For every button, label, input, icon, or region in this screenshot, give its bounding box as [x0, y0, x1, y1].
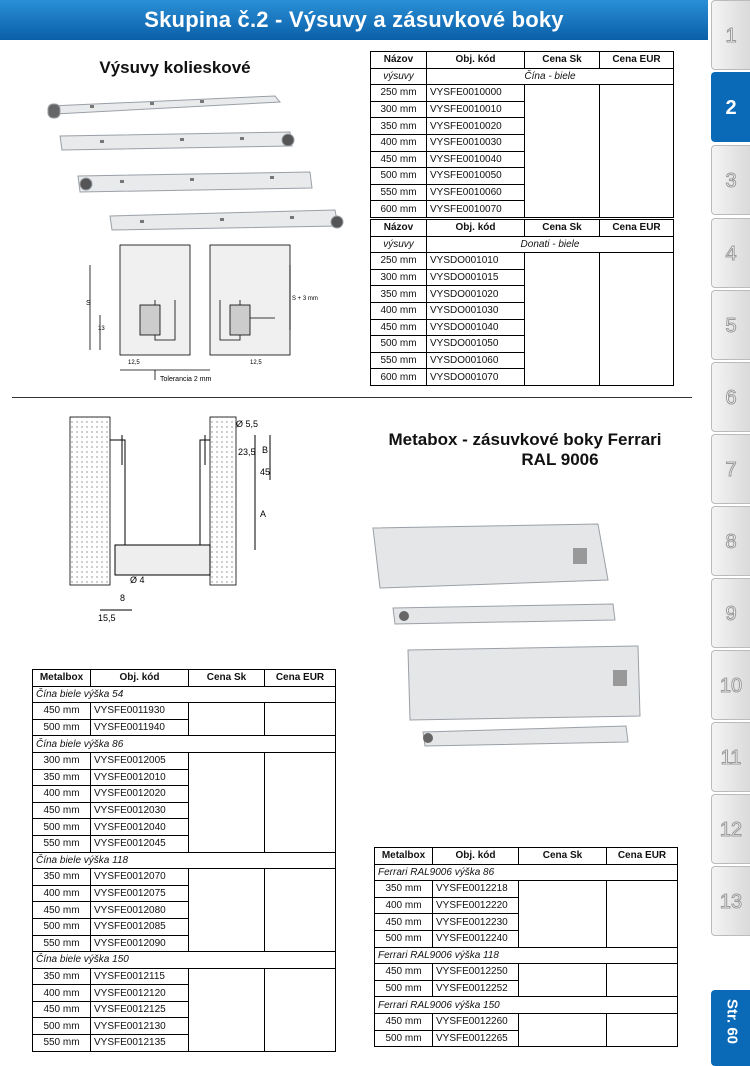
- col-sk: Cena Sk: [525, 220, 600, 237]
- code-cell: VYSFE0012250: [433, 964, 519, 981]
- tab-6[interactable]: 6: [711, 362, 750, 432]
- group-name: Čína biele výška 150: [33, 952, 336, 969]
- code-cell: VYSFE0012020: [91, 786, 189, 803]
- metabox-title-line1: Metabox - zásuvkové boky Ferrari: [388, 430, 662, 449]
- size-cell: 300 mm: [371, 269, 427, 286]
- price-sk-cell: [525, 253, 600, 386]
- price-eur-cell: [600, 253, 674, 386]
- table-row: [371, 85, 674, 102]
- size-cell: 450 mm: [33, 703, 91, 720]
- code-cell: VYSDO001030: [427, 302, 525, 319]
- size-cell: 500 mm: [375, 980, 433, 997]
- group-header-row: [375, 997, 678, 1014]
- price-eur-cell: [265, 869, 336, 952]
- page-number-label: Str. 60: [723, 998, 741, 1045]
- col-kod: Obj. kód: [427, 52, 525, 69]
- size-cell: 450 mm: [375, 914, 433, 931]
- size-cell: 500 mm: [33, 918, 91, 935]
- table-donati-slides: [370, 219, 674, 386]
- tab-10[interactable]: 10: [711, 650, 750, 720]
- code-cell: VYSFE0010030: [427, 134, 525, 151]
- group-header-row: [375, 947, 678, 964]
- code-cell: VYSFE0012252: [433, 980, 519, 997]
- group-header-row: [33, 952, 336, 969]
- code-cell: VYSFE0012130: [91, 1018, 189, 1035]
- dim-dia-4: Ø 4: [130, 575, 145, 585]
- code-cell: VYSFE0010040: [427, 151, 525, 168]
- code-cell: VYSDO001070: [427, 369, 525, 386]
- code-cell: VYSFE0012260: [433, 1013, 519, 1030]
- size-cell: 350 mm: [33, 968, 91, 985]
- size-cell: 350 mm: [33, 869, 91, 886]
- code-cell: VYSFE0012218: [433, 881, 519, 898]
- group-header-row: [33, 736, 336, 753]
- price-eur-cell: [600, 85, 674, 218]
- size-cell: 350 mm: [375, 881, 433, 898]
- price-eur-cell: [265, 752, 336, 852]
- code-cell: VYSFE0012220: [433, 897, 519, 914]
- code-cell: VYSFE0012125: [91, 1001, 189, 1018]
- code-cell: VYSFE0012240: [433, 930, 519, 947]
- size-cell: 600 mm: [371, 201, 427, 218]
- size-cell: 250 mm: [371, 253, 427, 270]
- price-sk-cell: [519, 881, 607, 947]
- group-name: Čína biele výška 86: [33, 736, 336, 753]
- code-cell: VYSFE0012070: [91, 869, 189, 886]
- code-cell: VYSDO001060: [427, 352, 525, 369]
- group-name: Ferrari RAL9006 výška 150: [375, 997, 678, 1014]
- price-sk-cell: [189, 869, 265, 952]
- tab-3[interactable]: 3: [711, 145, 750, 215]
- table-row: [375, 964, 678, 981]
- size-cell: 550 mm: [371, 352, 427, 369]
- size-cell: 550 mm: [33, 835, 91, 852]
- table-metalbox-ferrari: [374, 847, 678, 1047]
- table-subheader-row: [371, 68, 674, 85]
- price-eur-cell: [265, 968, 336, 1051]
- size-cell: 500 mm: [33, 819, 91, 836]
- table-row: [33, 869, 336, 886]
- group-name: Ferrari RAL9006 výška 86: [375, 864, 678, 881]
- code-cell: VYSFE0012005: [91, 752, 189, 769]
- tolerance-label: Tolerancia 2 mm: [160, 376, 212, 383]
- dim-8: 8: [120, 593, 126, 603]
- col-metalbox: Metalbox: [33, 670, 91, 687]
- code-cell: VYSFE0010000: [427, 85, 525, 102]
- col-eur: Cena EUR: [600, 52, 674, 69]
- size-cell: 400 mm: [371, 134, 427, 151]
- size-cell: 450 mm: [33, 802, 91, 819]
- code-cell: VYSFE0012230: [433, 914, 519, 931]
- page-header: Skupina č.2 - Výsuvy a zásuvkové boky: [0, 0, 708, 40]
- price-eur-cell: [607, 964, 678, 997]
- code-cell: VYSFE0012135: [91, 1035, 189, 1052]
- price-sk-cell: [189, 752, 265, 852]
- dim-12-5-right: 12,5: [250, 360, 262, 366]
- table-metalbox-china: [32, 669, 336, 1052]
- price-eur-cell: [607, 1013, 678, 1046]
- table-row: [375, 881, 678, 898]
- tab-9[interactable]: 9: [711, 578, 750, 648]
- slide-rails-illustration: [40, 88, 360, 238]
- code-cell: VYSDO001015: [427, 269, 525, 286]
- price-sk-cell: [189, 968, 265, 1051]
- col-eur: Cena EUR: [265, 670, 336, 687]
- group-header-row: [33, 686, 336, 703]
- size-cell: 350 mm: [371, 118, 427, 135]
- slide-technical-drawing: [80, 240, 360, 385]
- size-cell: 450 mm: [371, 151, 427, 168]
- size-cell: 300 mm: [33, 752, 91, 769]
- size-cell: 450 mm: [33, 902, 91, 919]
- tab-11[interactable]: 11: [711, 722, 750, 792]
- tab-7[interactable]: 7: [711, 434, 750, 504]
- size-cell: 450 mm: [375, 964, 433, 981]
- subheader-type: výsuvy: [371, 68, 427, 85]
- table-row: [33, 703, 336, 720]
- code-cell: VYSFE0010010: [427, 101, 525, 118]
- code-cell: VYSFE0012030: [91, 802, 189, 819]
- col-eur: Cena EUR: [600, 220, 674, 237]
- dim-13: 13: [98, 326, 105, 332]
- code-cell: VYSFE0012265: [433, 1030, 519, 1047]
- metabox-technical-drawing: [60, 405, 290, 625]
- size-cell: 500 mm: [33, 719, 91, 736]
- size-cell: 350 mm: [371, 286, 427, 303]
- code-cell: VYSFE0012115: [91, 968, 189, 985]
- size-cell: 400 mm: [371, 302, 427, 319]
- tab-5[interactable]: 5: [711, 290, 750, 360]
- size-cell: 600 mm: [371, 369, 427, 386]
- size-cell: 400 mm: [375, 897, 433, 914]
- group-name: Ferrari RAL9006 výška 118: [375, 947, 678, 964]
- size-cell: 550 mm: [33, 935, 91, 952]
- col-kod: Obj. kód: [433, 848, 519, 865]
- group-name: Čína biele výška 118: [33, 852, 336, 869]
- page-number-tab: [711, 990, 750, 1066]
- group-header-row: [33, 852, 336, 869]
- divider: [12, 397, 692, 398]
- dim-23-5: 23,5: [238, 447, 256, 457]
- size-cell: 500 mm: [371, 336, 427, 353]
- col-nazov: Názov: [371, 52, 427, 69]
- price-sk-cell: [519, 964, 607, 997]
- code-cell: VYSFE0010070: [427, 201, 525, 218]
- dim-15-5: 15,5: [98, 613, 116, 623]
- code-cell: VYSFE0010060: [427, 184, 525, 201]
- col-sk: Cena Sk: [189, 670, 265, 687]
- size-cell: 250 mm: [371, 85, 427, 102]
- price-eur-cell: [265, 703, 336, 736]
- code-cell: VYSDO001050: [427, 336, 525, 353]
- dim-b: B: [262, 445, 269, 455]
- code-cell: VYSDO001040: [427, 319, 525, 336]
- col-kod: Obj. kód: [427, 220, 525, 237]
- table-row: [371, 253, 674, 270]
- size-cell: 550 mm: [371, 184, 427, 201]
- dim-s-plus-3: S + 3 mm: [292, 296, 318, 302]
- price-sk-cell: [189, 703, 265, 736]
- code-cell: VYSFE0011940: [91, 719, 189, 736]
- tab-2[interactable]: 2: [711, 72, 750, 142]
- subheader-variant: Donati - biele: [427, 236, 674, 253]
- dim-a: A: [260, 509, 267, 519]
- code-cell: VYSFE0012120: [91, 985, 189, 1002]
- col-kod: Obj. kód: [91, 670, 189, 687]
- section-title-slides: Výsuvy kolieskové: [99, 58, 251, 77]
- tab-4[interactable]: 4: [711, 218, 750, 288]
- table-row: [33, 968, 336, 985]
- size-cell: 500 mm: [375, 930, 433, 947]
- section-title-metabox: [360, 430, 690, 470]
- code-cell: VYSFE0012085: [91, 918, 189, 935]
- tab-8[interactable]: 8: [711, 506, 750, 576]
- size-cell: 350 mm: [33, 769, 91, 786]
- subheader-variant: Čína - biele: [427, 68, 674, 85]
- code-cell: VYSFE0010020: [427, 118, 525, 135]
- size-cell: 400 mm: [33, 985, 91, 1002]
- col-eur: Cena EUR: [607, 848, 678, 865]
- code-cell: VYSFE0012045: [91, 835, 189, 852]
- price-sk-cell: [525, 85, 600, 218]
- dim-12-5-left: 12,5: [128, 360, 140, 366]
- col-metalbox: Metalbox: [375, 848, 433, 865]
- size-cell: 300 mm: [371, 101, 427, 118]
- code-cell: VYSFE0012075: [91, 885, 189, 902]
- col-sk: Cena Sk: [519, 848, 607, 865]
- price-sk-cell: [519, 1013, 607, 1046]
- subheader-type: výsuvy: [371, 236, 427, 253]
- table-china-slides: [370, 51, 674, 218]
- code-cell: VYSFE0012010: [91, 769, 189, 786]
- code-cell: VYSFE0012040: [91, 819, 189, 836]
- dim-dia-5-5: Ø 5,5: [236, 419, 259, 429]
- code-cell: VYSDO001020: [427, 286, 525, 303]
- group-name: Čína biele výška 54: [33, 686, 336, 703]
- size-cell: 500 mm: [33, 1018, 91, 1035]
- table-row: [33, 752, 336, 769]
- table-row: [375, 1013, 678, 1030]
- size-cell: 450 mm: [371, 319, 427, 336]
- code-cell: VYSFE0011930: [91, 703, 189, 720]
- tab-1[interactable]: 1: [711, 0, 750, 70]
- code-cell: VYSDO001010: [427, 253, 525, 270]
- dim-45: 45: [260, 467, 271, 477]
- code-cell: VYSFE0012080: [91, 902, 189, 919]
- metabox-title-line2: RAL 9006: [521, 450, 599, 469]
- tab-13[interactable]: 13: [711, 866, 750, 936]
- size-cell: 400 mm: [33, 885, 91, 902]
- col-sk: Cena Sk: [525, 52, 600, 69]
- size-cell: 550 mm: [33, 1035, 91, 1052]
- price-eur-cell: [607, 881, 678, 947]
- metabox-illustration: [368, 520, 650, 760]
- dim-s: S: [86, 300, 91, 307]
- table-subheader-row: [371, 236, 674, 253]
- tab-12[interactable]: 12: [711, 794, 750, 864]
- chapter-tabs: [711, 0, 750, 1066]
- col-nazov: Názov: [371, 220, 427, 237]
- size-cell: 400 mm: [33, 786, 91, 803]
- code-cell: VYSFE0010050: [427, 168, 525, 185]
- code-cell: VYSFE0012090: [91, 935, 189, 952]
- size-cell: 450 mm: [33, 1001, 91, 1018]
- size-cell: 450 mm: [375, 1013, 433, 1030]
- size-cell: 500 mm: [375, 1030, 433, 1047]
- group-header-row: [375, 864, 678, 881]
- size-cell: 500 mm: [371, 168, 427, 185]
